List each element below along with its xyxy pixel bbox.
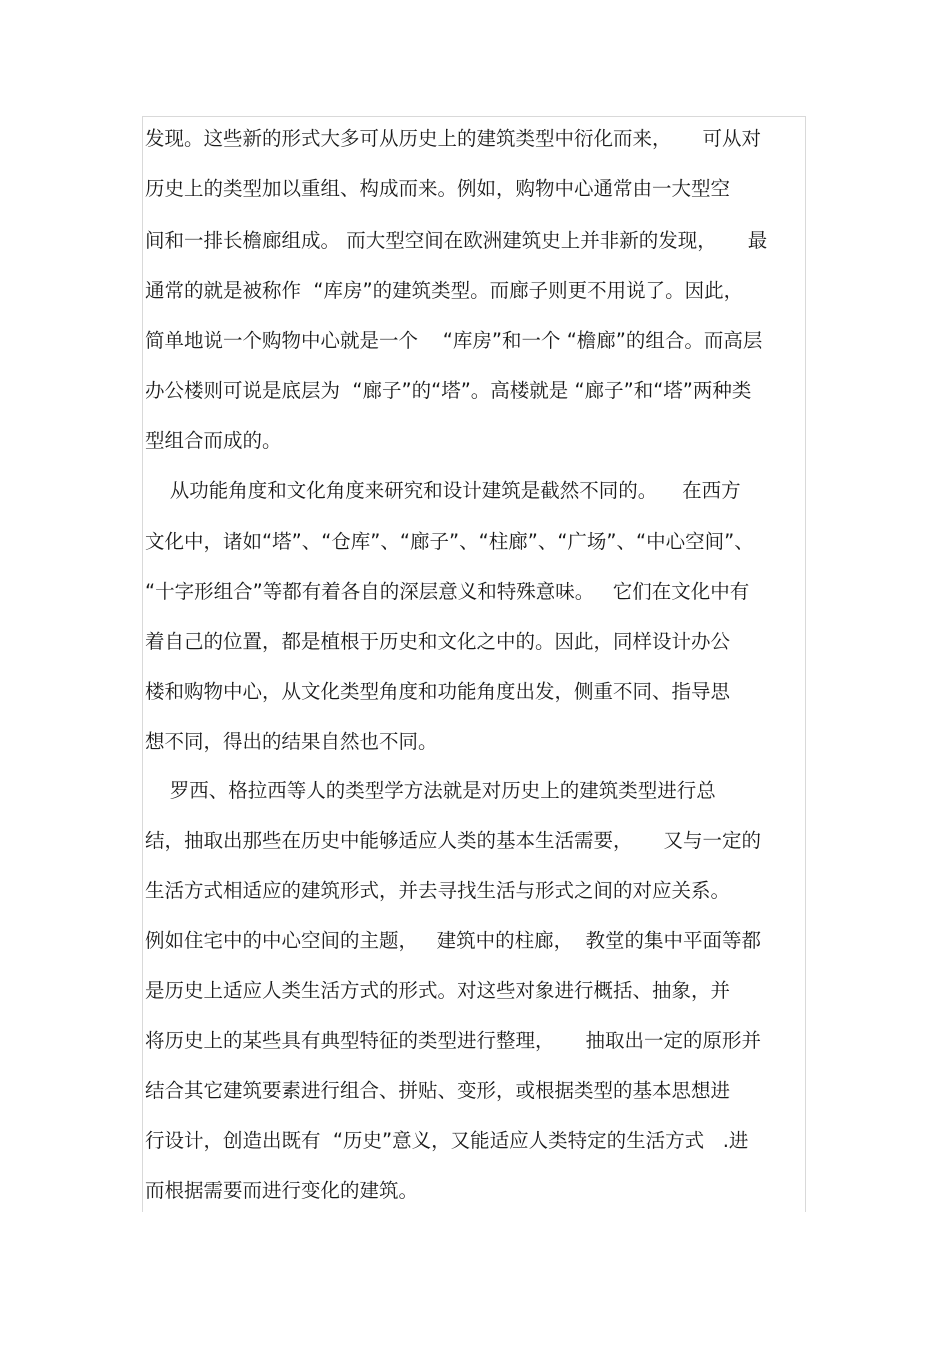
text-line: 通常的就是被称作 “库房”的建筑类型。而廊子则更不用说了。因此， — [145, 279, 744, 302]
text-line: 办公楼则可说是底层为 “廊子”的“塔”。高楼就是 “廊子”和“塔”两种类 — [145, 379, 752, 402]
text-line: “十字形组合”等都有着各自的深层意义和特殊意味。 它们在文化中有 — [145, 580, 750, 603]
text-line: 想不同，得出的结果自然也不同。 — [145, 730, 438, 753]
text-line: 从功能角度和文化角度来研究和设计建筑是截然不同的。 在西方 — [145, 479, 741, 502]
text-line: 发现。这些新的形式大多可从历史上的建筑类型中衍化而来， 可从对 — [145, 127, 761, 150]
text-line: 着自己的位置，都是植根于历史和文化之中的。因此，同样设计办公 — [145, 630, 731, 653]
text-line: 生活方式相适应的建筑形式，并去寻找生活与形式之间的对应关系。 — [145, 879, 731, 902]
text-line: 结，抽取出那些在历史中能够适应人类的基本生活需要， 又与一定的 — [145, 829, 761, 852]
text-line: 例如住宅中的中心空间的主题， 建筑中的柱廊， 教堂的集中平面等都 — [145, 929, 761, 952]
text-line: 结合其它建筑要素进行组合、拼贴、变形，或根据类型的基本思想进 — [145, 1079, 731, 1102]
text-line: 文化中，诸如“塔”、“仓库”、“廊子”、“柱廊”、“广场”、“中心空间”、 — [145, 530, 754, 553]
text-line: 简单地说一个购物中心就是一个 “库房”和一个 “檐廊”的组合。而高层 — [145, 329, 763, 352]
text-line: 将历史上的某些具有典型特征的类型进行整理， 抽取出一定的原形并 — [145, 1029, 761, 1052]
text-line: 行设计，创造出既有 “历史”意义，又能适应人类特定的生活方式 .进 — [145, 1129, 749, 1152]
text-line: 历史上的类型加以重组、构成而来。例如，购物中心通常由一大型空 — [145, 177, 731, 200]
text-line: 间和一排长檐廊组成。 而大型空间在欧洲建筑史上并非新的发现， 最 — [145, 229, 768, 252]
text-line: 楼和购物中心，从文化类型角度和功能角度出发，侧重不同、指导思 — [145, 680, 731, 703]
text-line: 型组合而成的。 — [145, 429, 282, 452]
text-line: 而根据需要而进行变化的建筑。 — [145, 1179, 419, 1202]
text-line: 是历史上适应人类生活方式的形式。对这些对象进行概括、抽象，并 — [145, 979, 731, 1002]
text-line: 罗西、格拉西等人的类型学方法就是对历史上的建筑类型进行总 — [145, 779, 716, 802]
